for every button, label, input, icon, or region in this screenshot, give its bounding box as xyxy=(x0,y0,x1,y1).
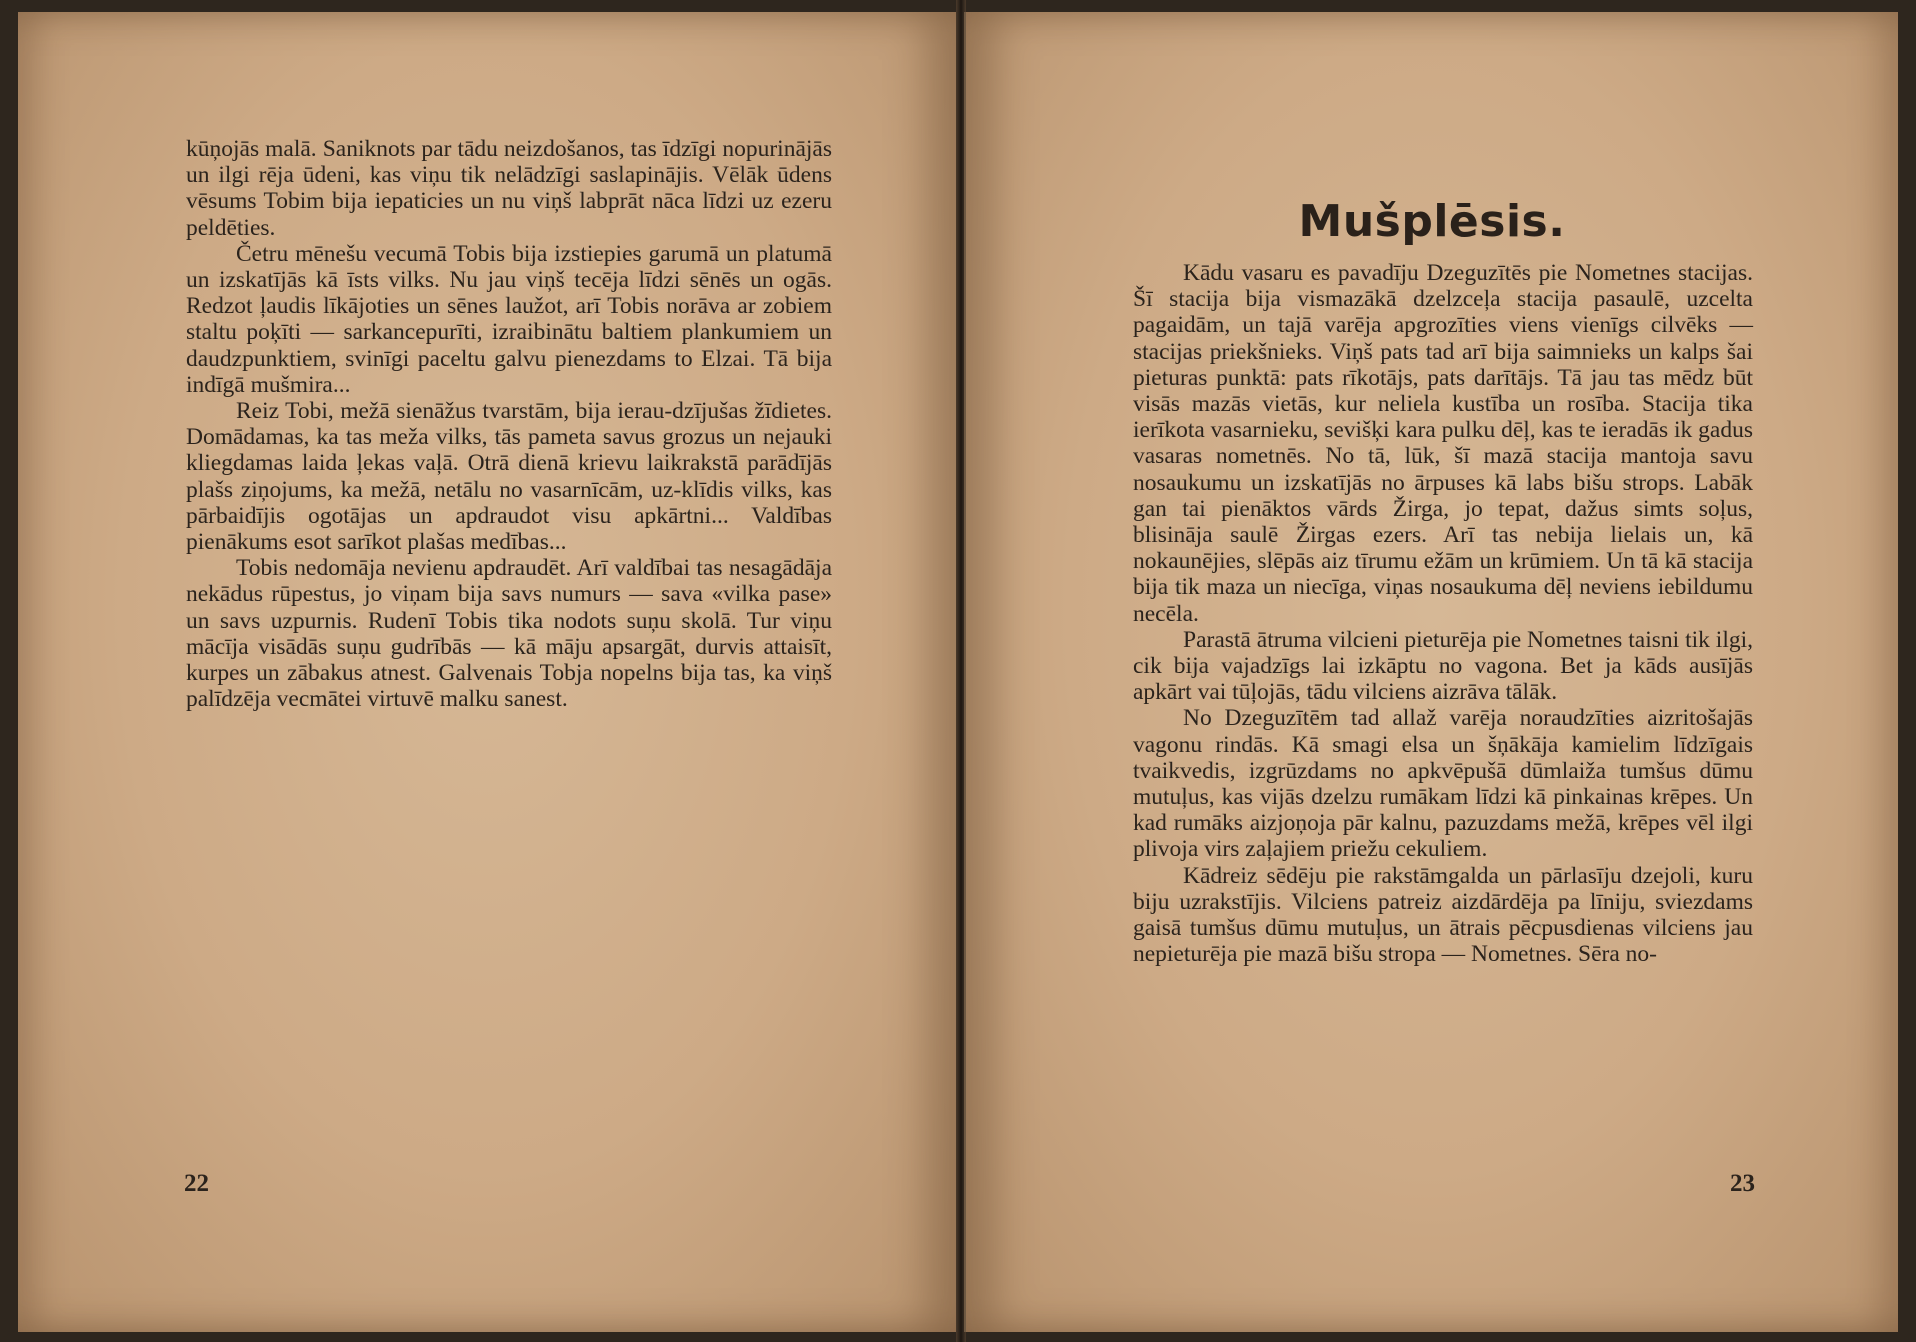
left-paragraph-1: kūņojās malā. Saniknots par tādu neizdošanos, tas īdzīgi nopurinājās un ilgi rēja ūdeni, kas viņu tik nelādzīgi saslapinājis. Vēlāk ūdens vēsums Tobim bija iepaticies un nu viņš labprāt nāca līdzi uz ezeru peldēties. xyxy=(186,136,832,241)
left-page xyxy=(18,12,958,1332)
right-page xyxy=(964,12,1898,1332)
chapter-title: Mušplēsis. xyxy=(1298,196,1566,247)
right-paragraph-3: No Dzeguzītēm tad allaž varēja noraudzīties aizritošajās vagonu rindās. Kā smagi elsa un šņākāja kamielim līdzīgais tvaikvedis, izgrūzdams no apkvēpušā dūmlaiža tumšus dūmu mutuļus, kas vijās dzelzu rumākam līdzi kā pinkainas krēpes. Un kad rumāks aizjoņoja pār kalnu, pazuzdams mežā, krēpes vēl ilgi plivoja virs zaļajiem priežu cekuliem. xyxy=(1133,705,1753,863)
right-page-number: 23 xyxy=(1730,1170,1755,1197)
left-paragraph-2: Četru mēnešu vecumā Tobis bija izstiepies garumā un platumā un izskatījās kā īsts vilks. Nu jau viņš tecēja līdzi sēnēs un ogās. Redzot ļaudis līkājoties un sēnes laužot, arī Tobis norāva ar zobiem staltu poķīti — sarkancepurīti, izraibinātu baltiem plankumiem un daudzpunktiem, svinīgi paceltu galvu pienezdams to Elzai. Tā bija indīgā mušmira... xyxy=(186,240,832,398)
left-page-number: 22 xyxy=(184,1170,209,1197)
right-paragraph-1: Kādu vasaru es pavadīju Dzeguzītēs pie Nometnes stacijas. Šī stacija bija vismazākā dzelzceļa stacija pasaulē, uzcelta pagaidām, un tajā varēja apgrozīties viens vienīgs cilvēks — stacijas priekšnieks. Viņš pats tad arī bija saimnieks un kalps šai pieturas punktā: pats rīkotājs, pats darītājs. Tā jau tas mēdz būt visās mazās vietās, kur neliela kustība un rosība. Stacija tika ierīkota vasarnieku, sevišķi kara pulku dēļ, kas te ieradās ik gadus vasaras nometnēs. No tā, lūk, šī mazā stacija mantoja savu nosaukumu un izskatījās no ārpuses kā labs bišu strops. Labāk gan tai pienāktos vārds Žirga, jo tepat, dažus simts soļus, blisināja saulē Žirgas ezers. Arī tas nebija lielais un, kā nokaunējies, slēpās aiz tīrumu ežām un krūmiem. Un tā kā stacija bija tik maza un niecīga, viņas nosaukuma dēļ neviens iebildumu necēla. xyxy=(1133,260,1753,627)
right-page-text xyxy=(1133,260,1753,967)
left-paragraph-3: Reiz Tobi, mežā sienāžus tvarstām, bija ierau-dzījušas žīdietes. Domādamas, ka tas meža vilks, tās pameta savus grozus un nejauki kliegdamas laida ļekas vaļā. Otrā dienā krievu laikrakstā parādījās plašs ziņojums, ka mežā, netālu no vasarnīcām, uz-klīdis vilks, kas pārbaidījis ogotājas un apdraudot visu apkārtni... Valdības pienākums esot sarīkot plašas medības... xyxy=(186,398,832,556)
right-paragraph-4: Kādreiz sēdēju pie rakstāmgalda un pārlasīju dzejoli, kuru biju uzrakstījis. Vilciens patreiz aizdārdēja pa līniju, sviezdams gaisā tumšus dūmu mutuļus, un ātrais pēcpusdienas vilciens jau nepieturēja pie mazā bišu stropa — Nometnes. Sēra no- xyxy=(1133,862,1753,968)
left-page-text xyxy=(186,136,832,712)
right-paragraph-2: Parastā ātruma vilcieni pieturēja pie Nometnes taisni tik ilgi, cik bija vajadzīgs lai izkāptu no vagona. Bet ja kāds ausījās apkārt vai tūļojās, tādu vilciens aizrāva tālāk. xyxy=(1133,626,1753,706)
left-paragraph-4: Tobis nedomāja nevienu apdraudēt. Arī valdībai tas nesagādāja nekādus rūpestus, jo viņam bija savs numurs — sava «vilka pase» un savs uzpurnis. Rudenī Tobis tika nodots suņu skolā. Tur viņu mācīja visādās suņu gudrībās — kā māju apsargāt, durvis attaisīt, kurpes un zābakus atnest. Galvenais Tobja nopelns bija tas, ka viņš palīdzēja vecmātei virtuvē malku sanest. xyxy=(186,555,832,713)
